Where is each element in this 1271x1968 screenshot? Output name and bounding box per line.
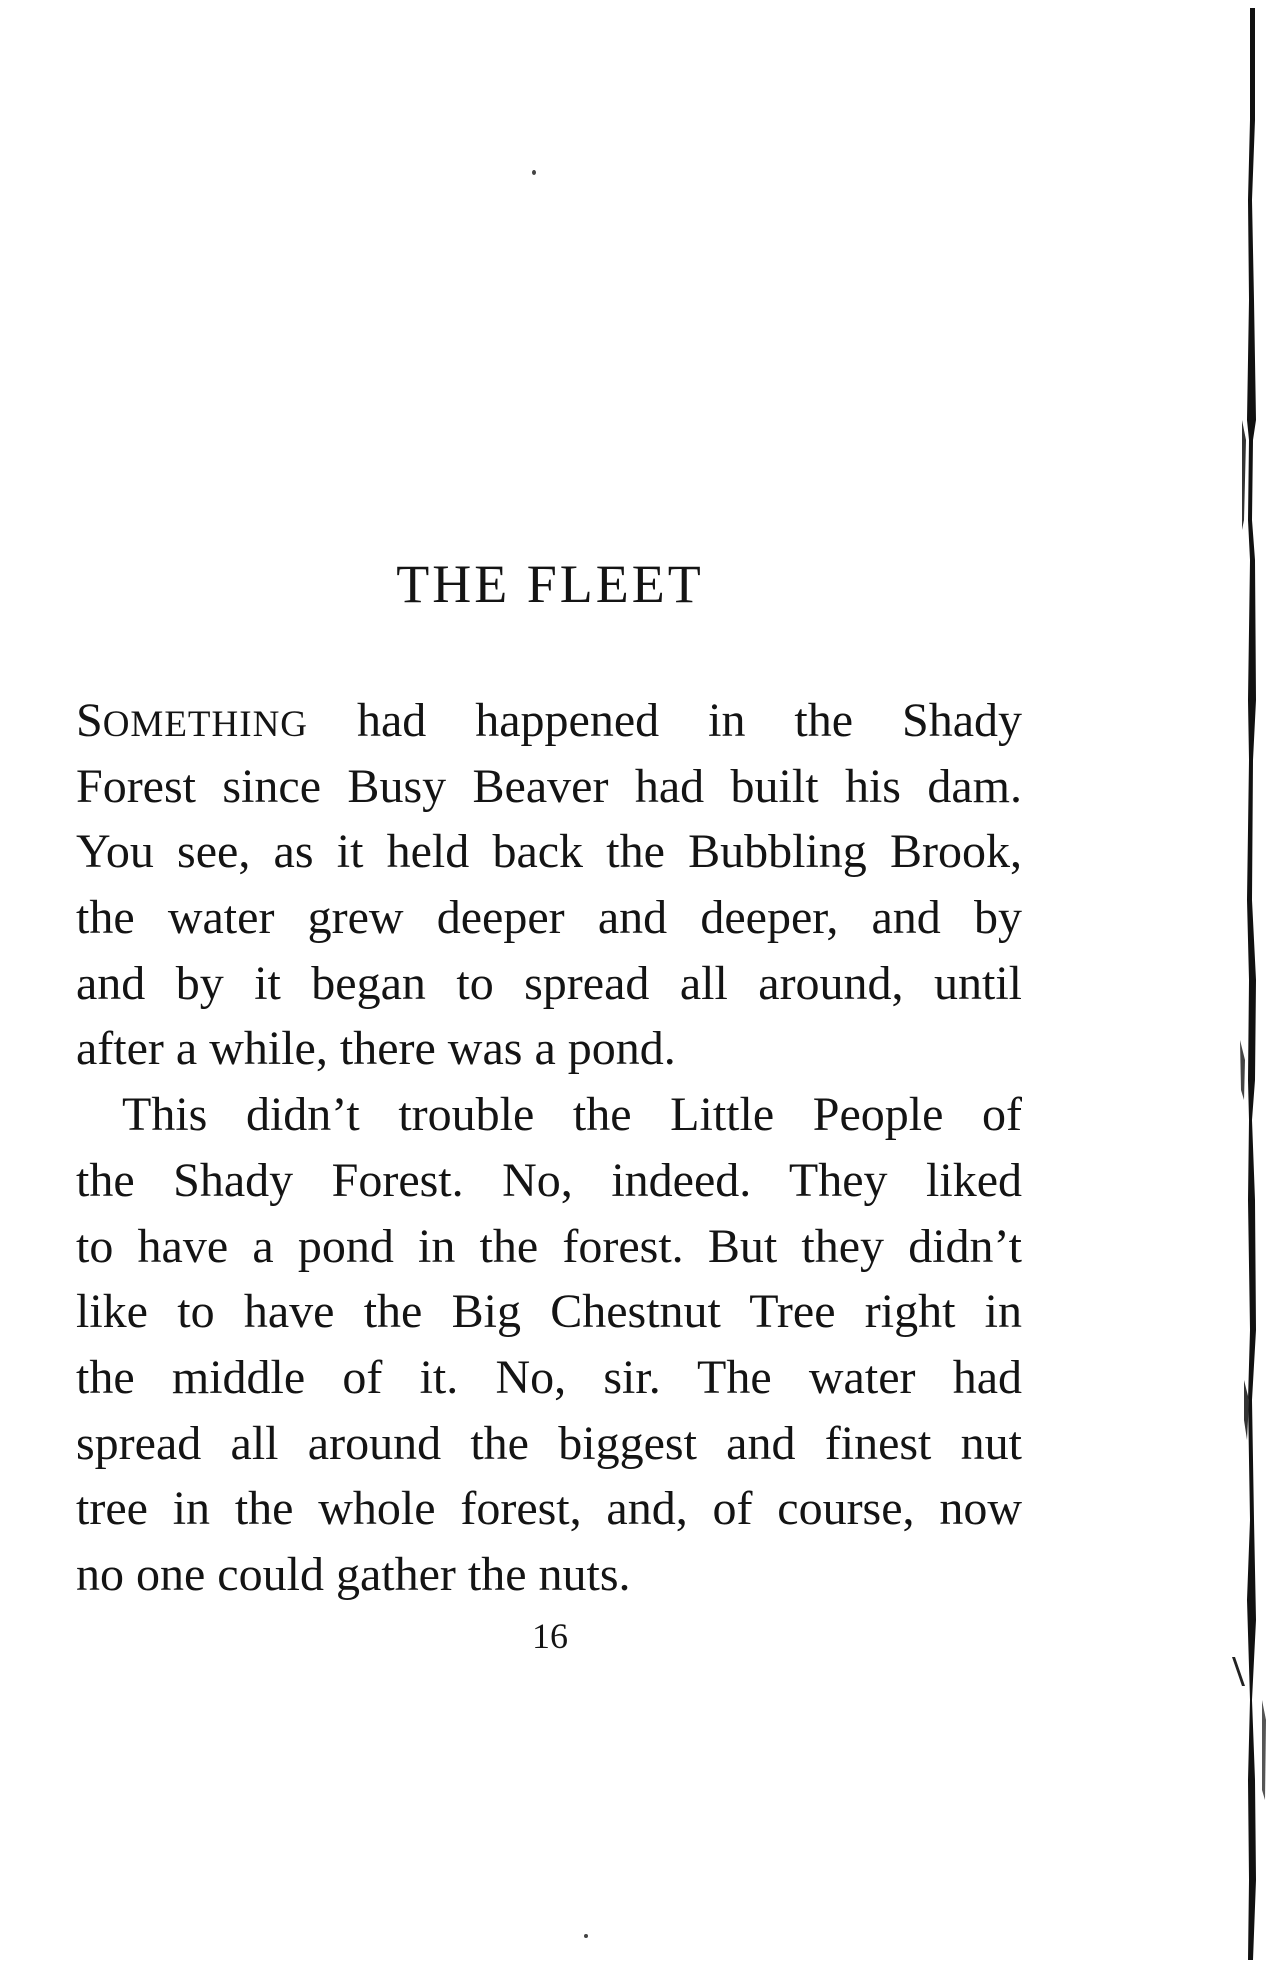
ink-speck: [532, 170, 536, 175]
body-text: [76, 688, 1022, 1608]
text-line: and by it began to spread all around, until: [76, 956, 1022, 1010]
page-number: 16: [532, 1616, 568, 1656]
text-line: like to have the Big Chestnut Tree right in: [76, 1285, 1022, 1339]
text-line: You see, as it held back the Bubbling Brook,: [76, 825, 1022, 879]
text-line: tree in the whole forest, and, of course, now: [76, 1482, 1022, 1536]
text-line: Forest since Busy Beaver had built his dam.: [76, 759, 1022, 813]
text-line: [76, 688, 1022, 754]
text-line: spread all around the biggest and finest nut: [76, 1416, 1022, 1470]
ink-speck: [584, 1934, 588, 1938]
text-line: the Shady Forest. No, indeed. They liked: [76, 1153, 1022, 1207]
text-line: to have a pond in the forest. But they didn’t: [76, 1219, 1022, 1273]
small-caps-word: OMETHING: [102, 704, 309, 745]
chapter-title: THE FLEET: [396, 554, 704, 614]
small-caps-initial: S: [76, 694, 103, 747]
text-line: after a while, there was a pond.: [76, 1022, 676, 1076]
text-line: the water grew deeper and deeper, and by: [76, 891, 1022, 945]
text-line: no one could gather the nuts.: [76, 1547, 631, 1601]
first-line-text: had happened in the Shady: [308, 694, 1022, 747]
text-line: This didn’t trouble the Little People of: [122, 1088, 1022, 1142]
text-line: the middle of it. No, sir. The water had: [76, 1350, 1022, 1404]
binding-edge-shadow: [1222, 0, 1271, 1968]
